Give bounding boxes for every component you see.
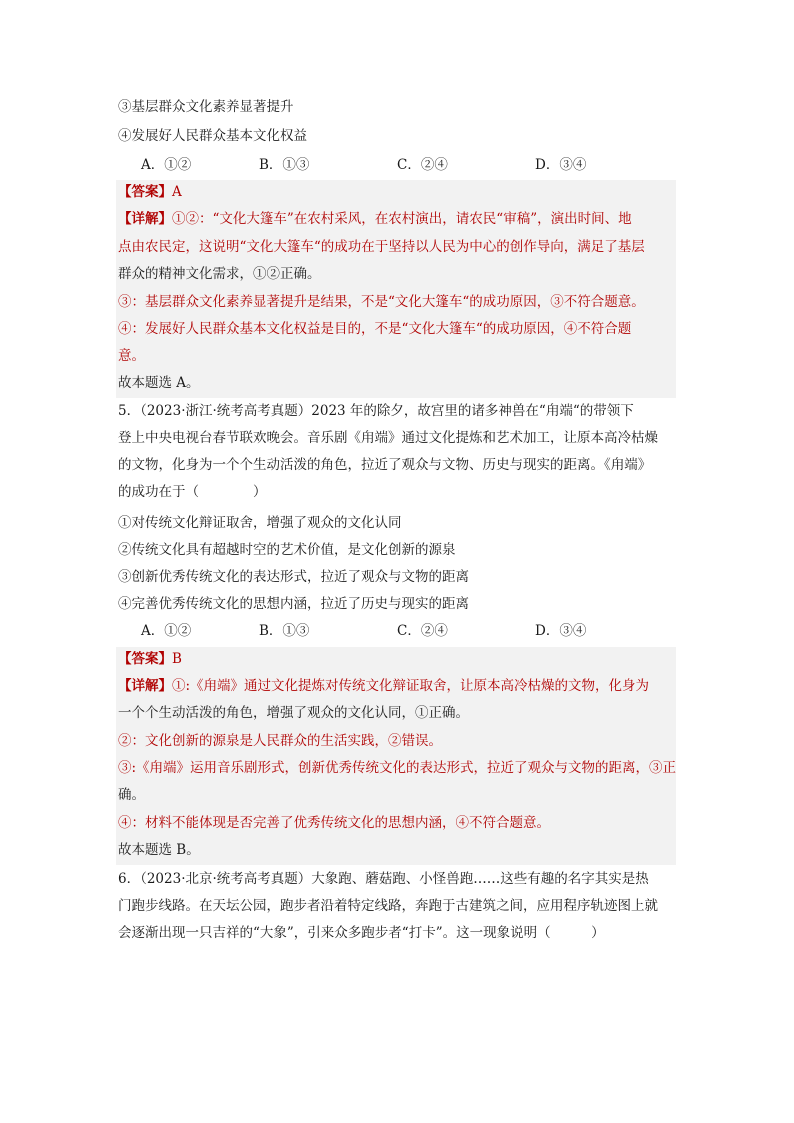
q5-option-4: ④完善优秀传统文化的思想内涵，拉近了历史与现实的距离 bbox=[118, 596, 469, 612]
q4-choice-b: B．①③ bbox=[259, 157, 310, 173]
q5-option-1: ①对传统文化辩证取舍，增强了观众的文化认同 bbox=[118, 515, 402, 531]
q5-reason-2: ②：文化创新的源泉是人民群众的生活实践，②错误。 bbox=[118, 733, 442, 749]
q5-choices bbox=[141, 621, 681, 641]
q4-option-4: ④发展好人民群众基本文化权益 bbox=[118, 128, 307, 144]
q4-reason-4-line-2: 意。 bbox=[118, 348, 145, 364]
q5-choice-a: A．①② bbox=[141, 623, 192, 639]
q4-choice-d: D．③④ bbox=[535, 157, 587, 173]
q4-detail-1: 【详解】①②：“文化大篷车”在农村采风，在农村演出，请农民“审稿”，演出时间、地 bbox=[118, 211, 632, 227]
q4-choices bbox=[141, 155, 681, 175]
q5-reason-3-line-1: ③:《甪端》运用音乐剧形式，创新优秀传统文化的表达形式，拉近了观众与文物的距离，③正 bbox=[118, 760, 677, 776]
q6-stem-3: 会逐渐出现一只吉祥的“大象”，引来众多跑步者“打卡”。这一现象说明（ ） bbox=[118, 925, 605, 941]
q5-option-3: ③创新优秀传统文化的表达形式，拉近了观众与文物的距离 bbox=[118, 569, 469, 585]
q5-reason-3-line-2: 确。 bbox=[118, 787, 145, 803]
q5-choice-b: B．①③ bbox=[259, 623, 310, 639]
q5-detail-2: 一个个生动活泼的角色，增强了观众的文化认同，①正确。 bbox=[118, 705, 469, 721]
q4-answer: 【答案】A bbox=[118, 184, 182, 200]
q5-stem-3: 的文物，化身为一个个生动活泼的角色，拉近了观众与文物、历史与现实的距离。《甪端》 bbox=[118, 457, 652, 473]
q4-reason-3: ③：基层群众文化素养显著提升是结果，不是“文化大篷车“的成功原因，③不符合题意。 bbox=[118, 294, 645, 310]
q6-stem-2: 门跑步线路。在天坛公园，跑步者沿着特定线路，奔跑于古建筑之间，应用程序轨迹图上就 bbox=[118, 898, 658, 914]
q4-detail-2: 点由农民定，这说明“文化大篷车“的成功在于坚持以人民为中心的创作导向，满足了基层 bbox=[118, 239, 645, 255]
q5-option-2: ②传统文化具有超越时空的艺术价值，是文化创新的源泉 bbox=[118, 542, 456, 558]
q5-conclusion: 故本题选 B。 bbox=[118, 842, 200, 858]
q4-option-3: ③基层群众文化素养显著提升 bbox=[118, 99, 294, 115]
q4-choice-c: C．②④ bbox=[397, 157, 448, 173]
q5-choice-c: C．②④ bbox=[397, 623, 448, 639]
q4-choice-a: A．①② bbox=[141, 157, 192, 173]
q5-answer: 【答案】B bbox=[118, 651, 182, 667]
q4-reason-4-line-1: ④：发展好人民群众基本文化权益是目的，不是“文化大篷车“的成功原因，④不符合题 bbox=[118, 321, 632, 337]
q5-stem-4: 的成功在于（ ） bbox=[118, 484, 267, 500]
q5-stem-2: 登上中央电视台春节联欢晚会。音乐剧《甪端》通过文化提炼和艺术加工，让原本高冷枯燥 bbox=[118, 430, 658, 446]
q5-stem-1: 5．（2023·浙江·统考高考真题）2023 年的除夕，故宫里的诸多神兽在“甪端“的带领下 bbox=[118, 403, 634, 419]
q6-stem-1: 6．（2023·北京·统考高考真题）大象跑、蘑菇跑、小怪兽跑……这些有趣的名字其实是热 bbox=[118, 871, 649, 887]
q5-detail-1: 【详解】①:《甪端》通过文化提炼对传统文化辩证取舍，让原本高冷枯燥的文物，化身为 bbox=[118, 678, 650, 694]
q5-reason-4: ④：材料不能体现是否完善了优秀传统文化的思想内涵，④不符合题意。 bbox=[118, 815, 550, 831]
q4-conclusion: 故本题选 A。 bbox=[118, 375, 200, 391]
q5-choice-d: D．③④ bbox=[535, 623, 587, 639]
q4-detail-3: 群众的精神文化需求，①②正确。 bbox=[118, 266, 321, 282]
